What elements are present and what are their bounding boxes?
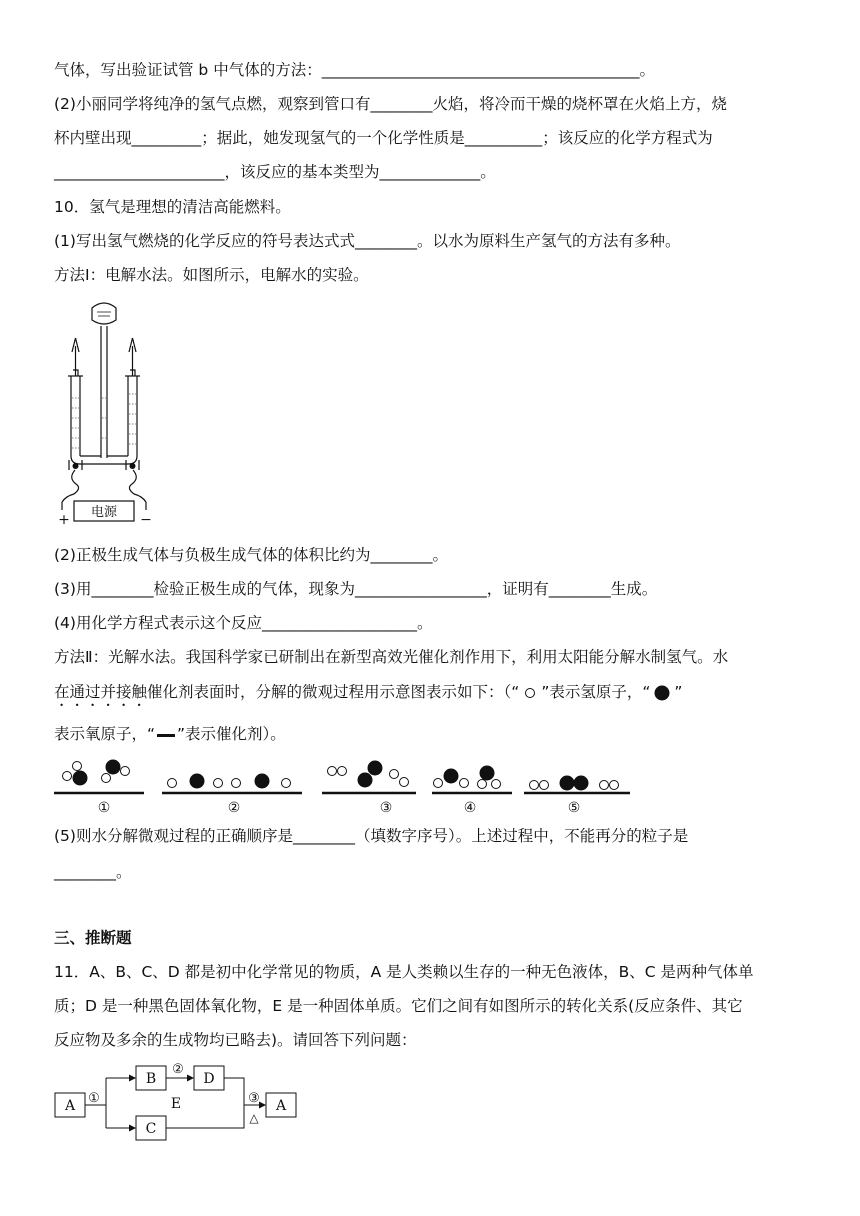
text-segment: ” bbox=[674, 683, 683, 701]
question-10-part-3: (3)用________检验正极生成的气体，现象为_________________，证明有________生成。 bbox=[54, 580, 658, 598]
node-a-right: A bbox=[275, 1098, 287, 1114]
question-11-line-3: 反应物及多余的生成物均已略去)。请回答下列问题： bbox=[54, 1031, 417, 1049]
micro-label-1: ① bbox=[97, 800, 111, 816]
power-source-label: 电源 bbox=[90, 505, 118, 520]
text-line-2: (2)小丽同学将纯净的氢气点燃，观察到管口有________火焰，将冷而干燥的烧杯罩在火焰上方，烧 bbox=[54, 95, 727, 113]
method-2-text-line-3 bbox=[54, 724, 286, 744]
emphasized-text: 在通过并接触 bbox=[54, 683, 148, 701]
question-11-line-1: 11．A、B、C、D 都是初中化学常见的物质，A 是人类赖以生存的一种无色液体，B、C 是两种气体单 bbox=[54, 963, 754, 981]
negative-terminal-label: − bbox=[140, 512, 152, 528]
oxygen-atom-icon bbox=[650, 684, 674, 702]
conversion-flow-diagram bbox=[54, 1062, 304, 1146]
heat-symbol: △ bbox=[249, 1111, 259, 1125]
question-10-part-4: (4)用化学方程式表示这个反应____________________。 bbox=[54, 614, 433, 632]
node-e-label: E bbox=[170, 1096, 182, 1112]
step-2-label: ② bbox=[172, 1062, 184, 1077]
text-line-3: 杯内壁出现_________；据此，她发现氢气的一个化学性质是__________；该反应的化学方程式为 bbox=[54, 129, 713, 147]
step-3-label: ③ bbox=[248, 1091, 260, 1106]
question-10-part-2: (2)正极生成气体与负极生成气体的体积比约为________。 bbox=[54, 546, 448, 564]
text-line-4: ______________________，该反应的基本类型为_____________。 bbox=[54, 163, 496, 181]
text-segment: ”表示催化剂）。 bbox=[177, 725, 286, 743]
text-segment: ”表示氢原子，“ bbox=[541, 683, 651, 701]
micro-process-diagram bbox=[54, 756, 644, 816]
text-segment: 催化剂表面时，分解的微观过程用示意图表示如下：（“ bbox=[147, 683, 520, 701]
catalyst-line-icon bbox=[155, 730, 177, 740]
question-11-line-2: 质；D 是一种黑色固体氧化物，E 是一种固体单质。它们之间有如图所示的转化关系(反应条件、其它 bbox=[54, 997, 743, 1015]
hydrogen-atom-icon bbox=[519, 686, 541, 700]
micro-label-3: ③ bbox=[379, 800, 393, 816]
node-d: D bbox=[203, 1071, 215, 1087]
positive-terminal-label: + bbox=[58, 512, 70, 528]
method-2-text-line-2 bbox=[54, 682, 682, 710]
node-b: B bbox=[145, 1071, 157, 1087]
text-line-1: 气体，写出验证试管 b 中气体的方法：_________________________________________。 bbox=[54, 61, 655, 79]
question-10-part-5-blank: ________。 bbox=[54, 863, 132, 881]
node-c: C bbox=[145, 1121, 157, 1137]
micro-label-5: ⑤ bbox=[567, 800, 581, 816]
question-10-part-5: (5)则水分解微观过程的正确顺序是________（填数字序号）。上述过程中，不能再分的粒子是 bbox=[54, 827, 689, 845]
method-2-text: 方法Ⅱ：光解水法。我国科学家已研制出在新型高效光催化剂作用下，利用太阳能分解水制氢气。水 bbox=[54, 648, 729, 666]
node-a-left: A bbox=[64, 1098, 76, 1114]
question-10-part-1: (1)写出氢气燃烧的化学反应的符号表达式式________。以水为原料生产氢气的方法有多种。 bbox=[54, 232, 681, 250]
text-segment: 表示氧原子，“ bbox=[54, 725, 156, 743]
micro-label-2: ② bbox=[227, 800, 241, 816]
step-1-label: ① bbox=[88, 1091, 100, 1106]
electrolysis-apparatus bbox=[54, 298, 164, 528]
micro-label-4: ④ bbox=[463, 800, 477, 816]
section-heading: 三、推断题 bbox=[54, 929, 132, 947]
question-10-stem: 10．氢气是理想的清洁高能燃料。 bbox=[54, 198, 291, 216]
method-1-text: 方法Ⅰ：电解水法。如图所示，电解水的实验。 bbox=[54, 266, 369, 284]
